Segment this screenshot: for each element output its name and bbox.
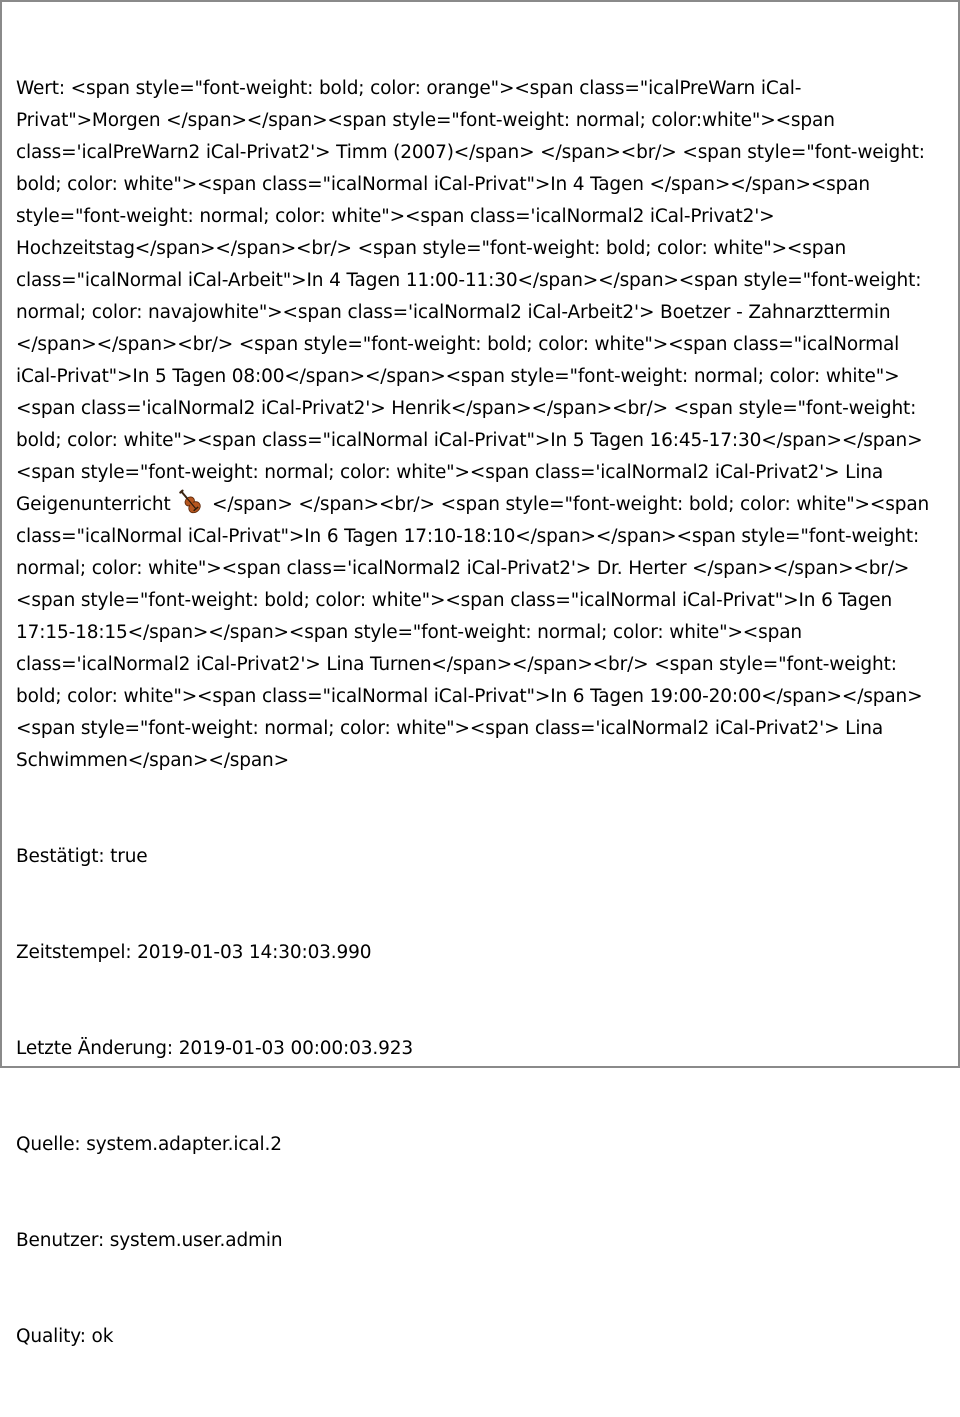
last-change-line: Letzte Änderung: 2019-01-03 00:00:03.923 — [16, 1038, 413, 1059]
value-text-part1: <span style="font-weight: bold; color: orange"><span class="icalPreWarn iCal-Privat">Morgen </span></span><span style="font-weight: normal; color:white"><span class='icalPreWarn2 iCal-Privat2'> Timm (2007)</span> </span><br/> <span style="font-weight: bold; color: white"><span class="icalNormal iCal-Privat">In 4 Tagen </span></span><span style="font-weight: normal; color: white"><span class='icalNormal2 iCal-Privat2'> Hochzeitstag</span></span><br/> <span style="font-weight: bold; color: white"><span class="icalNormal iCal-Arbeit">In 4 Tagen 11:00-11:30</span></span><span style="font-weight: normal; color: navajowhite"><span class='icalNormal2 iCal-Arbeit2'> Boetzer - Zahnarzttermin </span></span><br/> <span style="font-weight: bold; color: white"><span class="icalNormal iCal-Privat">In 5 Tagen 08:00</span></span><span style="font-weight: normal; color: white"><span class='icalNormal2 iCal-Privat2'> Henrik</span></span><br/> <span style="font-weight: bold; color: white"><span class="icalNormal iCal-Privat">In 5 Tagen 16:45-17:30</span></span><span style="font-weight: normal; color: white"><span class='icalNormal2 iCal-Privat2'> Lina Geigenunterricht — [16, 78, 931, 515]
value-line — [16, 73, 944, 777]
value-text-part2: </span> </span><br/> <span style="font-weight: bold; color: white"><span class="icalNormal iCal-Privat">In 6 Tagen 17:10-18:10</span></span><span style="font-weight: normal; color: white"><span class='icalNormal2 iCal-Privat2'> Dr. Herter </span></span><br/> <span style="font-weight: bold; color: white"><span class="icalNormal iCal-Privat">In 6 Tagen 17:15-18:15</span></span><span style="font-weight: normal; color: white"><span class='icalNormal2 iCal-Privat2'> Lina Turnen</span></span><br/> <span style="font-weight: bold; color: white"><span class="icalNormal iCal-Privat">In 6 Tagen 19:00-20:00</span></span><span style="font-weight: normal; color: white"><span class='icalNormal2 iCal-Privat2'> Lina Schwimmen</span></span> — [16, 494, 935, 771]
violin-icon — [177, 490, 205, 516]
timestamp-line: Zeitstempel: 2019-01-03 14:30:03.990 — [16, 942, 372, 963]
value-label: Wert: — [16, 78, 71, 99]
quality-line: Quality: ok — [16, 1326, 114, 1347]
tooltip-content — [16, 9, 944, 1417]
source-line: Quelle: system.adapter.ical.2 — [16, 1134, 282, 1155]
confirmed-line: Bestätigt: true — [16, 846, 148, 867]
user-line: Benutzer: system.user.admin — [16, 1230, 283, 1251]
